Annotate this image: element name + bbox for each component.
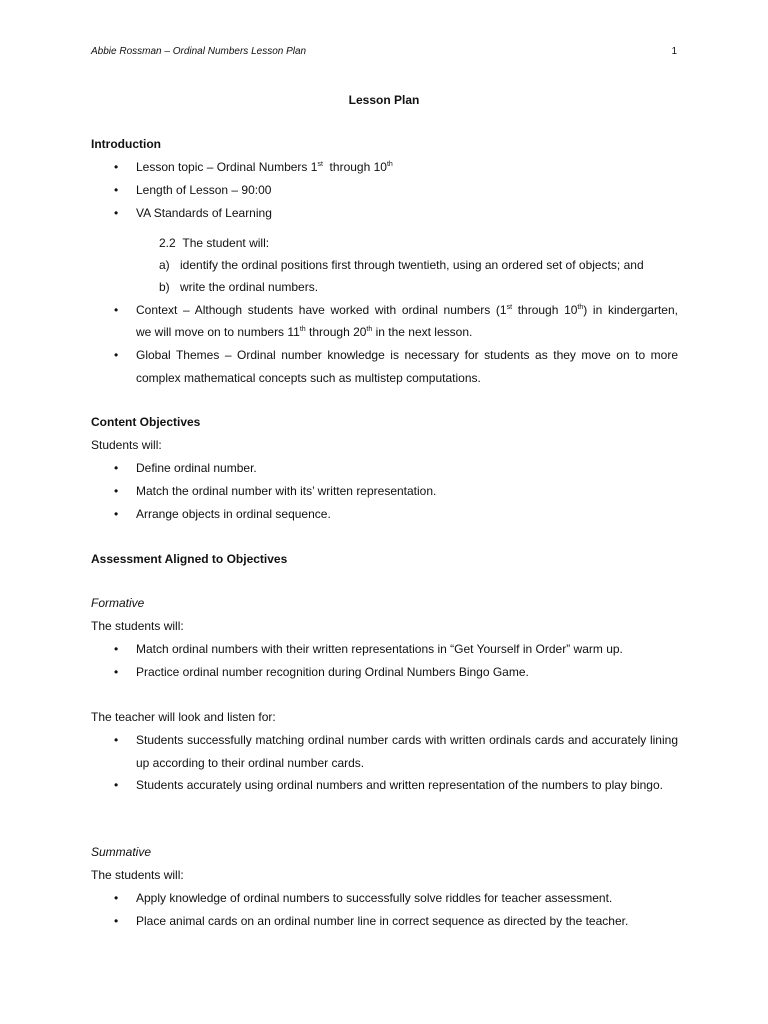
bullet-icon: • [114, 665, 119, 679]
content-objectives-heading: Content Objectives [91, 415, 201, 429]
summative-item: Place animal cards on an ordinal number line in correct sequence as directed by the teacher. [136, 914, 629, 928]
bullet-icon: • [114, 642, 119, 656]
formative-lead: The students will: [91, 619, 184, 633]
context-line-2: we will move on to numbers 11th through 20th in the next lesson. [136, 325, 473, 339]
summative-item: Apply knowledge of ordinal numbers to successfully solve riddles for teacher assessment. [136, 891, 613, 905]
bullet-icon: • [114, 733, 119, 747]
objective-item: Arrange objects in ordinal sequence. [136, 507, 331, 521]
bullet-icon: • [114, 461, 119, 475]
standard-a-label: a) [159, 258, 170, 272]
document-title: Lesson Plan [348, 93, 420, 107]
bullet-icon: • [114, 891, 119, 905]
formative-item: Match ordinal numbers with their written representations in “Get Yourself in Order” warm up. [136, 642, 623, 656]
standard-b-label: b) [159, 280, 170, 294]
teacher-lead: The teacher will look and listen for: [91, 710, 276, 724]
objective-item: Define ordinal number. [136, 461, 257, 475]
summative-lead: The students will: [91, 868, 184, 882]
standard-b: write the ordinal numbers. [180, 280, 319, 294]
lesson-topic: Lesson topic – Ordinal Numbers 1st through 10th [136, 160, 393, 174]
formative-item: Practice ordinal number recognition during Ordinal Numbers Bingo Game. [136, 665, 529, 679]
content-objectives-lead: Students will: [91, 438, 162, 452]
bullet-icon: • [114, 507, 119, 521]
bullet-icon: • [114, 303, 119, 317]
bullet-icon: • [114, 484, 119, 498]
formative-heading: Formative [91, 596, 145, 610]
teacher-item: Students successfully matching ordinal number cards with written ordinals cards and accurately lining up according to their ordinal number cards. [136, 733, 678, 770]
standard-a: identify the ordinal positions first through twentieth, using an ordered set of objects; and [180, 258, 644, 272]
bullet-icon: • [114, 160, 119, 174]
introduction-heading: Introduction [91, 137, 161, 151]
summative-heading: Summative [91, 845, 152, 859]
bullet-icon: • [114, 206, 119, 220]
bullet-icon: • [114, 348, 119, 362]
teacher-item: Students accurately using ordinal numbers and written representation of the numbers to play bingo. [136, 778, 663, 792]
standards-label: VA Standards of Learning [136, 206, 272, 220]
header-title: Abbie Rossman – Ordinal Numbers Lesson Plan [91, 46, 307, 57]
standard-number: 2.2 The student will: [159, 236, 270, 250]
page-number: 1 [671, 46, 677, 57]
global-themes: Global Themes – Ordinal number knowledge is necessary for students as they move on to more complex mathematical concepts such as multistep computations. [136, 348, 678, 385]
context-line-1: Context – Although students have worked with ordinal numbers (1st through 10th) in kindergarten, [136, 303, 678, 317]
assessment-heading: Assessment Aligned to Objectives [91, 552, 288, 566]
bullet-icon: • [114, 183, 119, 197]
lesson-length: Length of Lesson – 90:00 [136, 183, 272, 197]
bullet-icon: • [114, 914, 119, 928]
objective-item: Match the ordinal number with its’ written representation. [136, 484, 437, 498]
page-header [91, 46, 677, 60]
bullet-icon: • [114, 778, 119, 792]
